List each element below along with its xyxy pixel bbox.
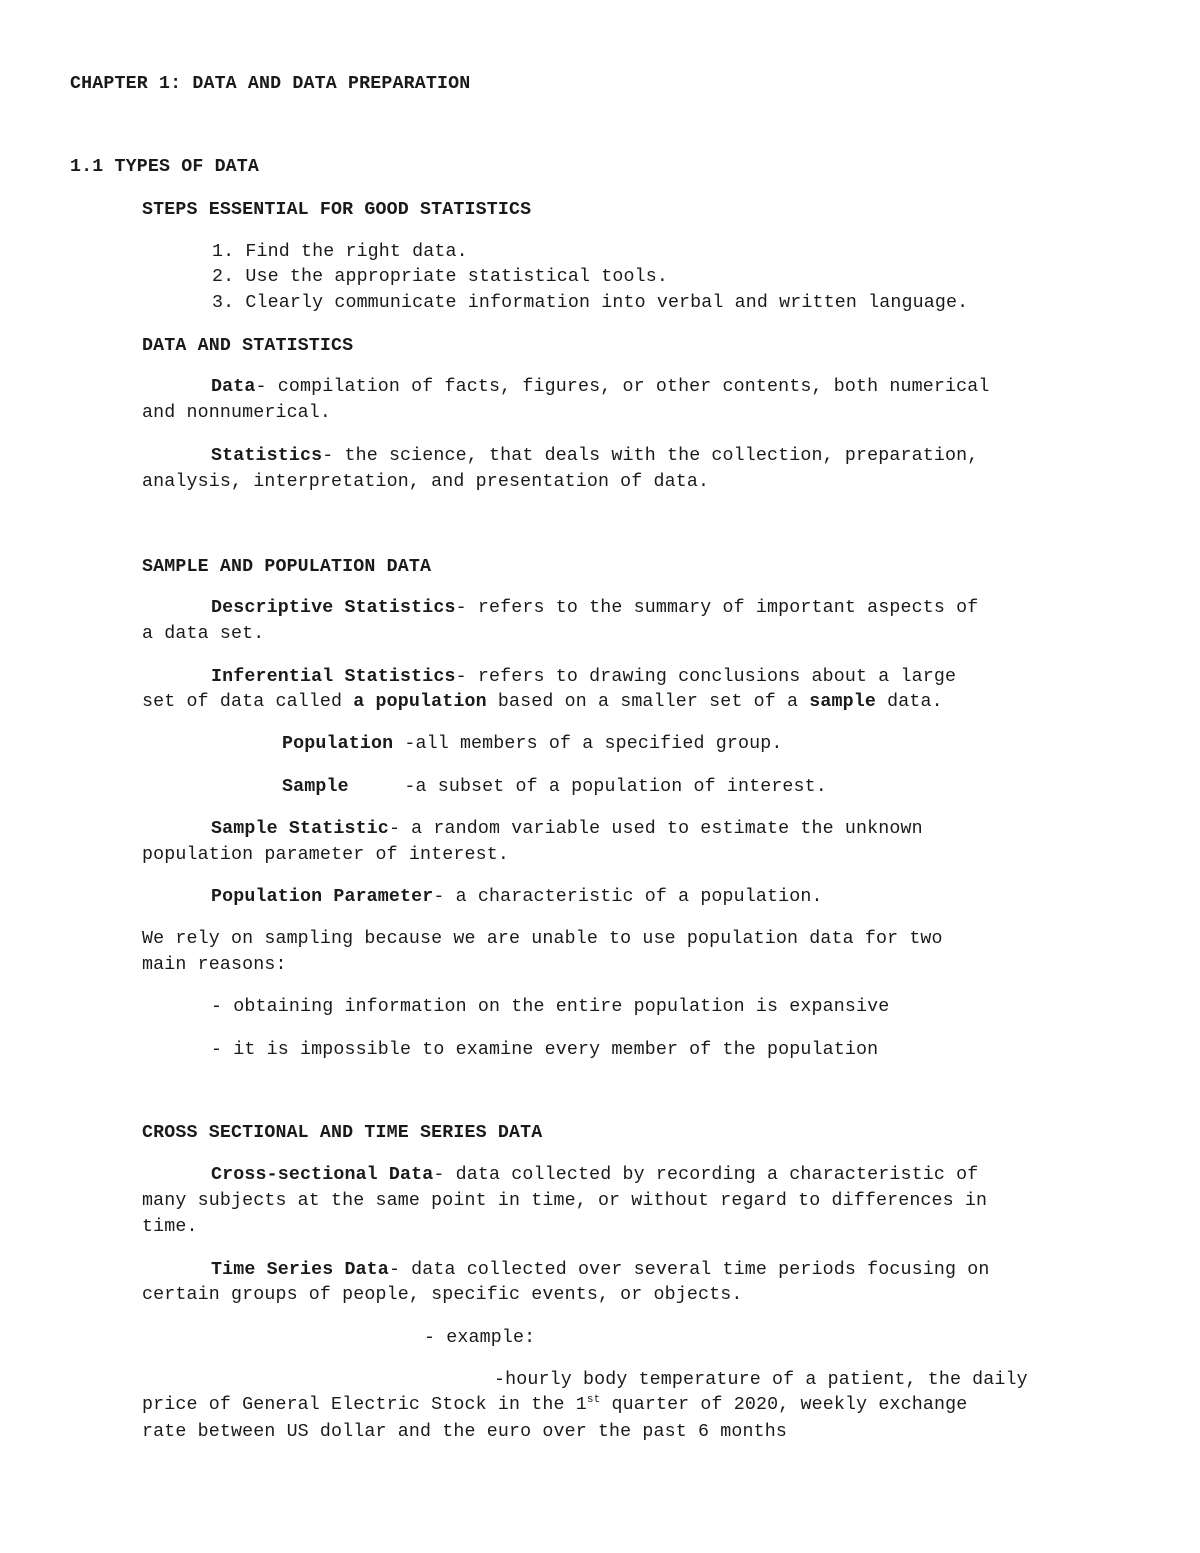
definition-inferential: Inferential Statistics- refers to drawing conclusions about a large: [211, 667, 957, 687]
definition-population-parameter: Population Parameter- a characteristic of a population.: [211, 887, 823, 907]
definition-inferential-cont: set of data called a population based on a smaller set of a sample data.: [142, 692, 943, 712]
definition-statistics: Statistics- the science, that deals with the collection, preparation,: [211, 446, 979, 466]
term-a-population: a population: [353, 692, 487, 712]
data-statistics-heading: DATA AND STATISTICS: [142, 336, 354, 356]
reason-item: - obtaining information on the entire population is expansive: [211, 997, 890, 1017]
example-label: - example:: [424, 1328, 536, 1348]
reasons-intro: We rely on sampling because we are unable to use population data for two: [142, 929, 943, 949]
chapter-title: CHAPTER 1: DATA AND DATA PREPARATION: [70, 74, 471, 94]
steps-heading: STEPS ESSENTIAL FOR GOOD STATISTICS: [142, 200, 532, 220]
term-cross-sectional: Cross-sectional Data: [211, 1165, 434, 1185]
definition-population: Population -all members of a specified group.: [282, 734, 783, 754]
term-sample: sample: [809, 692, 876, 712]
cross-time-heading: CROSS SECTIONAL AND TIME SERIES DATA: [142, 1123, 543, 1143]
definition-descriptive: Descriptive Statistics- refers to the summary of important aspects of: [211, 598, 979, 618]
section-title: 1.1 TYPES OF DATA: [70, 157, 260, 177]
example-text: -hourly body temperature of a patient, the daily: [494, 1370, 1028, 1390]
definition-sample-statistic: Sample Statistic- a random variable used to estimate the unknown: [211, 819, 923, 839]
definition-cross-sectional: Cross-sectional Data- data collected by recording a characteristic of: [211, 1165, 979, 1185]
definition-descriptive-cont: a data set.: [142, 624, 265, 644]
list-item: 3. Clearly communicate information into verbal and written language.: [212, 293, 969, 313]
term-statistics: Statistics: [211, 446, 323, 466]
term-sample-word: Sample: [282, 777, 349, 797]
reasons-intro-cont: main reasons:: [142, 955, 287, 975]
superscript-st: st: [586, 1394, 601, 1406]
definition-data: Data- compilation of facts, figures, or other contents, both numerical: [211, 377, 990, 397]
term-inferential: Inferential Statistics: [211, 667, 456, 687]
term-population: Population: [282, 734, 394, 754]
definition-time-series: Time Series Data- data collected over several time periods focusing on: [211, 1260, 990, 1280]
term-data: Data: [211, 377, 256, 397]
list-item: 2. Use the appropriate statistical tools.: [212, 267, 668, 287]
example-text-cont: price of General Electric Stock in the 1st quarter of 2020, weekly exchange: [142, 1394, 968, 1415]
reason-item: - it is impossible to examine every member of the population: [211, 1040, 879, 1060]
term-time-series: Time Series Data: [211, 1260, 389, 1280]
definition-sample: Sample -a subset of a population of interest.: [282, 777, 827, 797]
definition-sample-statistic-cont: population parameter of interest.: [142, 845, 509, 865]
term-descriptive: Descriptive Statistics: [211, 598, 456, 618]
definition-data-cont: and nonnumerical.: [142, 403, 332, 423]
definition-cross-sectional-cont: time.: [142, 1217, 198, 1237]
example-text-cont: rate between US dollar and the euro over the past 6 months: [142, 1422, 787, 1442]
term-population-parameter: Population Parameter: [211, 887, 434, 907]
definition-time-series-cont: certain groups of people, specific events, or objects.: [142, 1285, 743, 1305]
definition-statistics-cont: analysis, interpretation, and presentation of data.: [142, 472, 710, 492]
definition-cross-sectional-cont: many subjects at the same point in time, or without regard to differences in: [142, 1191, 988, 1211]
sample-population-heading: SAMPLE AND POPULATION DATA: [142, 557, 432, 577]
list-item: 1. Find the right data.: [212, 242, 468, 262]
term-sample-statistic: Sample Statistic: [211, 819, 389, 839]
